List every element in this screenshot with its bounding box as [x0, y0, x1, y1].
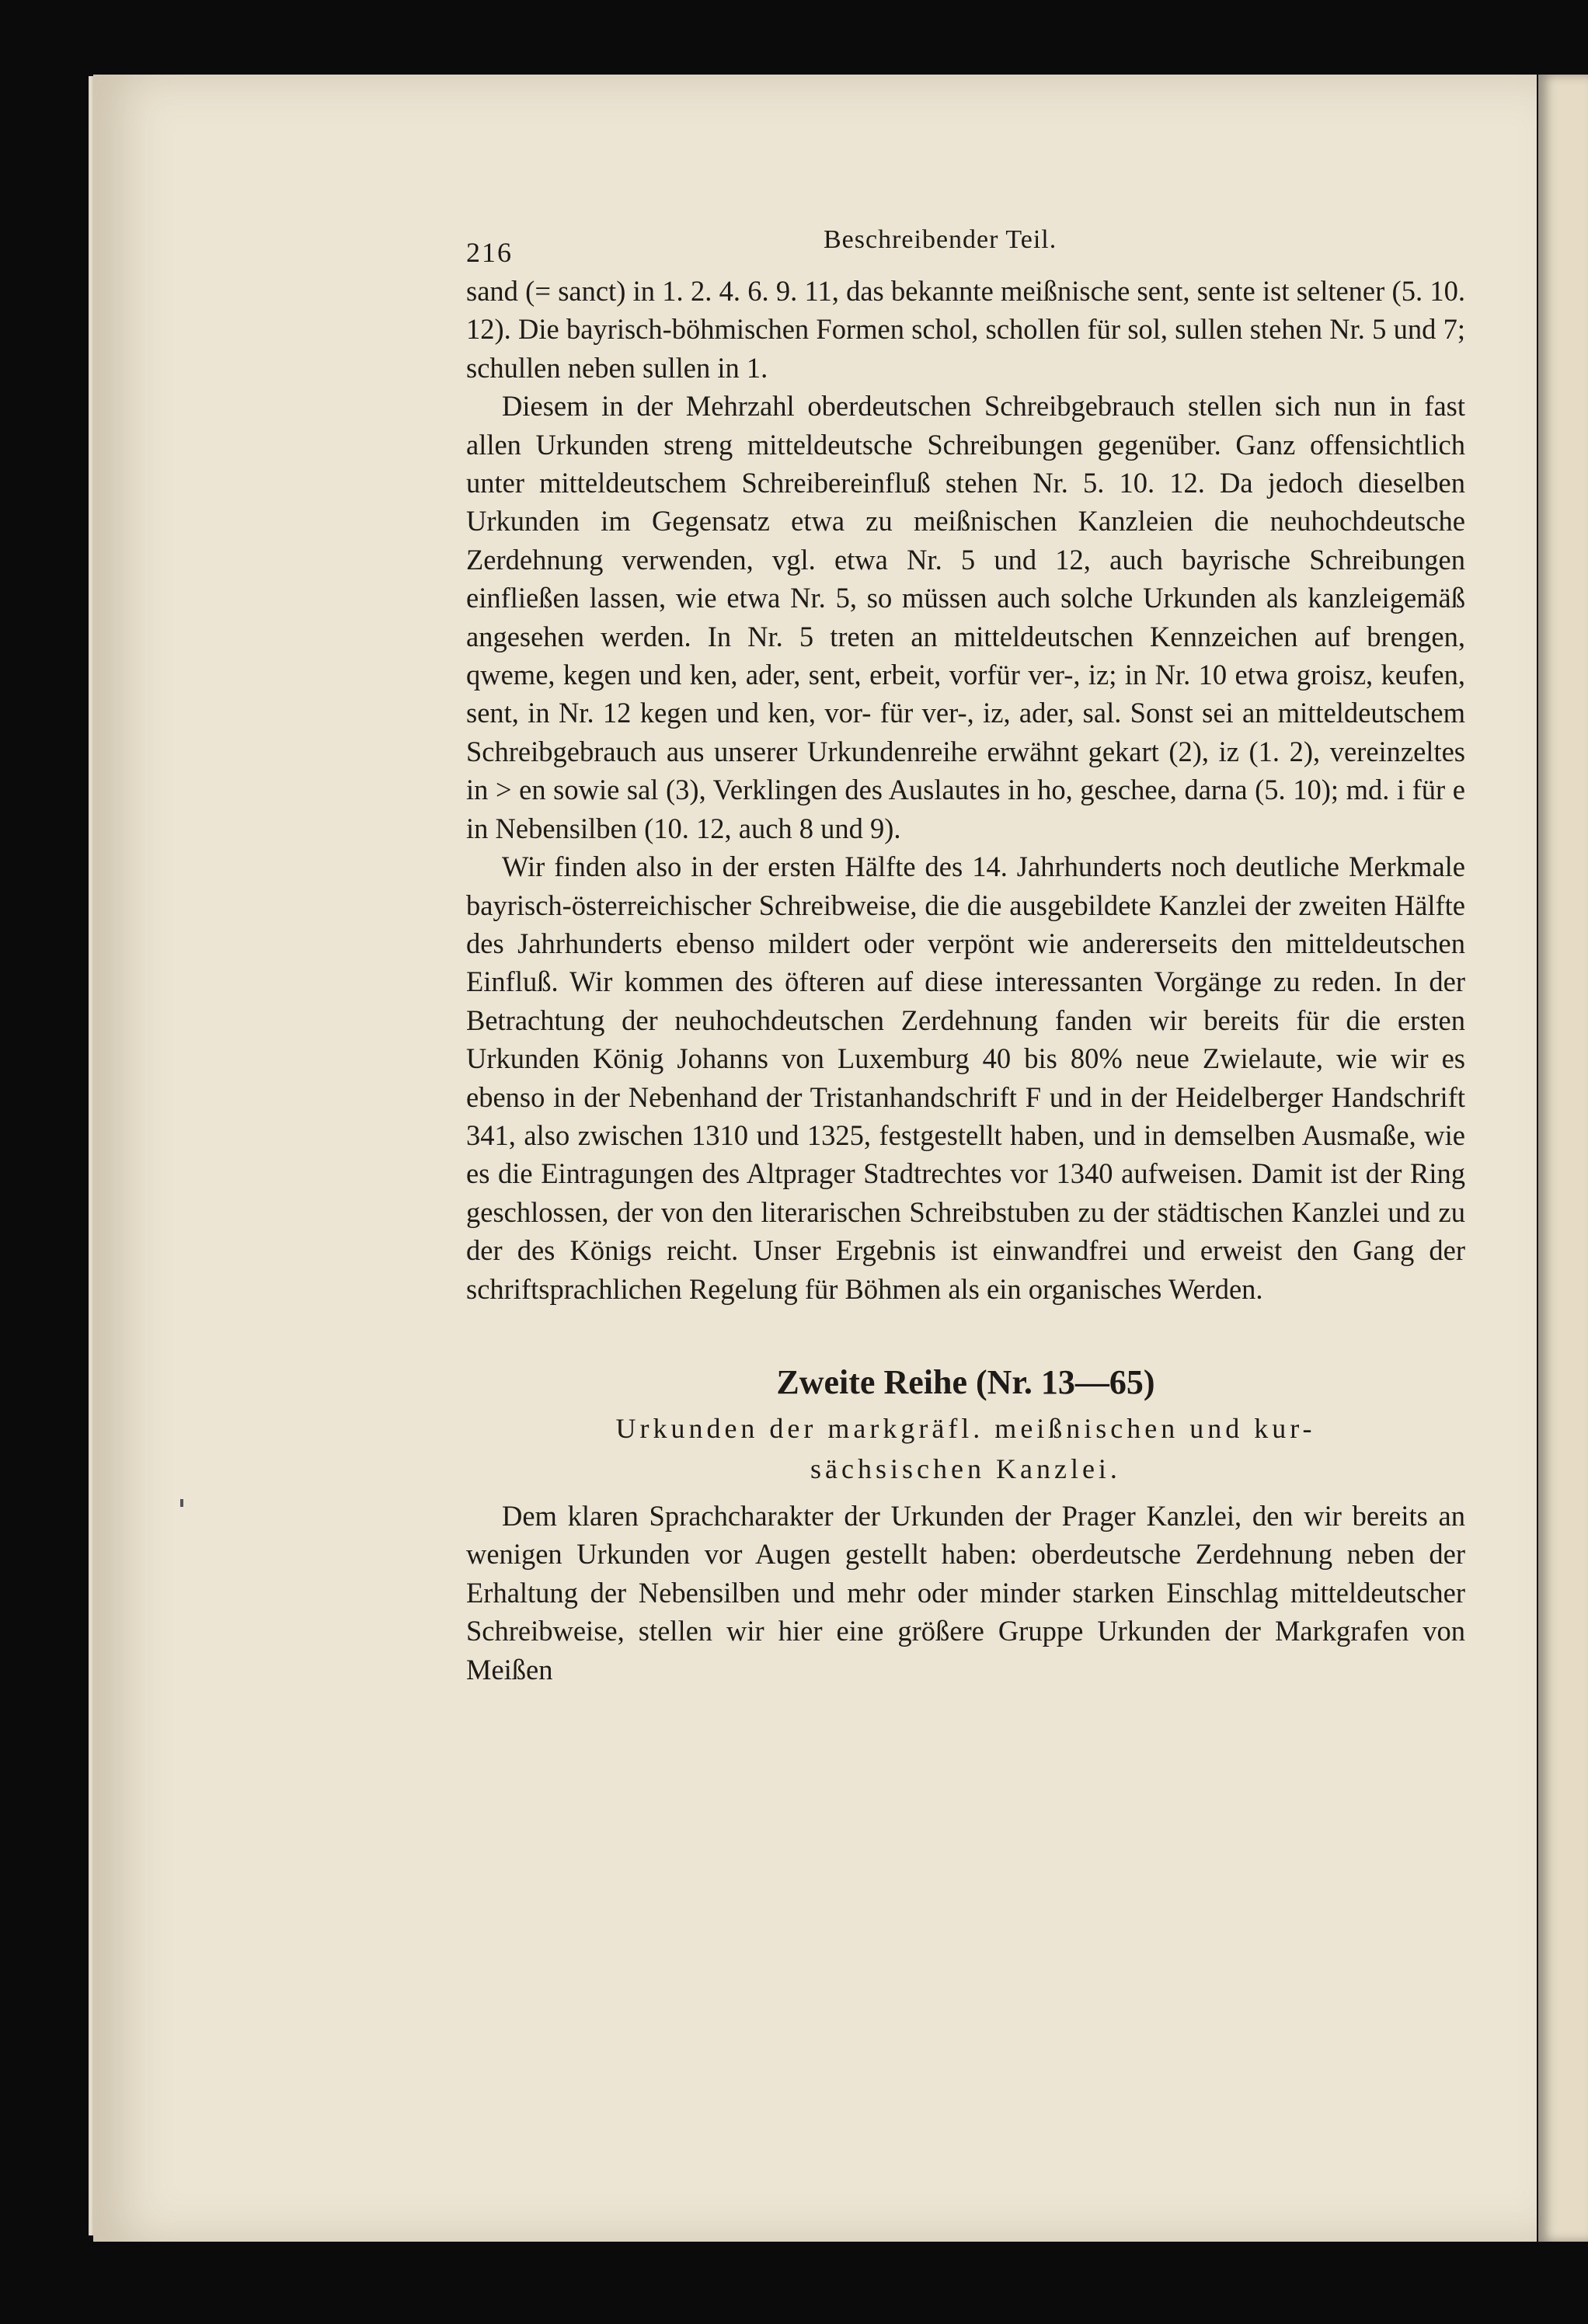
body-text [466, 272, 1465, 1308]
page-number: 216 [466, 237, 513, 268]
running-head: Beschreibender Teil. [824, 225, 1057, 254]
page-header [466, 217, 1465, 272]
page-content [466, 217, 1465, 1689]
paragraph: Dem klaren Sprachcharakter der Urkunden der Prager Kanzlei, den wir bereits an wenigen Urkunden vor Augen gestellt haben: oberdeutsche Zerdehnung neben der Erhaltung der Nebensilben und mehr oder minder starken Einschlag mitteldeutscher Schreibweise, stellen wir hier eine größere Gruppe Urkunden der Markgrafen von Meißen [466, 1499, 1465, 1686]
paragraph: Wir finden also in der ersten Hälfte des 14. Jahrhunderts noch deutliche Merkmale bayrisch-österreichischer Schreibweise, die die ausgebildete Kanzlei der zweiten Hälfte des Jahrhunderts ebenso mildert oder verpönt wie andererseits den mitteldeutschen Einfluß. Wir kommen des öfteren auf diese interessanten Vorgänge zu reden. In der Betrachtung der neuhochdeutschen Zerdehnung fanden wir bereits für die ersten Urkunden König Johanns von Luxemburg 40 bis 80% neue Zwielaute, wie wir es ebenso in der Nebenhand der Tristanhandschrift F und in der Heidelberger Handschrift 341, also zwischen 1310 und 1325, festgestellt haben, und in demselben Ausmaße, wie es die Eintragungen des Altprager Stadtrechtes vor 1340 aufweisen. Damit ist der Ring geschlossen, der von den literarischen Schreibstuben zu der städtischen Kanzlei und zu der des Königs reicht. Unser Ergebnis ist einwandfrei und erweist den Gang der schriftsprachlichen Regelung für Böhmen als ein organisches Werden. [466, 851, 1465, 1305]
section-subtitle-line: Urkunden der markgräfl. meißnischen und kur- [615, 1412, 1316, 1444]
margin-mark [180, 1499, 183, 1507]
section-subtitle [466, 1408, 1465, 1489]
section-subtitle-line: sächsischen Kanzlei. [810, 1452, 1121, 1484]
paragraph: sand (= sanct) in 1. 2. 4. 6. 9. 11, das bekannte meißnische sent, sente ist seltener (5. 10. 12). Die bayrisch-böhmischen Formen schol, schollen für sol, sullen stehen Nr. 5 und 7; schullen neben sullen in 1. [466, 275, 1465, 384]
section-title: Zweite Reihe (Nr. 13—65) [776, 1362, 1155, 1401]
paragraph: Diesem in der Mehrzahl oberdeutschen Schreibgebrauch stellen sich nun in fast allen Urkunden streng mitteldeutsche Schreibungen gegenüber. Ganz offensichtlich unter mitteldeutschem Schreibereinfluß stehen Nr. 5. 10. 12. Da jedoch dieselben Urkunden im Gegensatz etwa zu meißnischen Kanzleien die neuhochdeutsche Zerdehnung verwenden, vgl. etwa Nr. 5 und 12, auch bayrische Schreibungen einfließen lassen, wie etwa Nr. 5, so müssen auch solche Urkunden als kanzleigemäß angesehen werden. In Nr. 5 treten an mitteldeutschen Kennzeichen auf brengen, qweme, kegen und ken, ader, sent, erbeit, vorfür ver-, iz; in Nr. 10 etwa groisz, keufen, sent, in Nr. 12 kegen und ken, vor- für ver-, iz, ader, sal. Sonst sei an mitteldeutschem Schreibgebrauch aus unserer Urkundenreihe erwähnt gekart (2), iz (1. 2), vereinzeltes in > en sowie sal (3), Verklingen des Auslautes in ho, geschee, darna (5. 10); md. i für e in Nebensilben (10. 12, auch 8 und 9). [466, 390, 1465, 844]
section-body [466, 1497, 1465, 1689]
facing-page-edge [1538, 75, 1588, 2242]
